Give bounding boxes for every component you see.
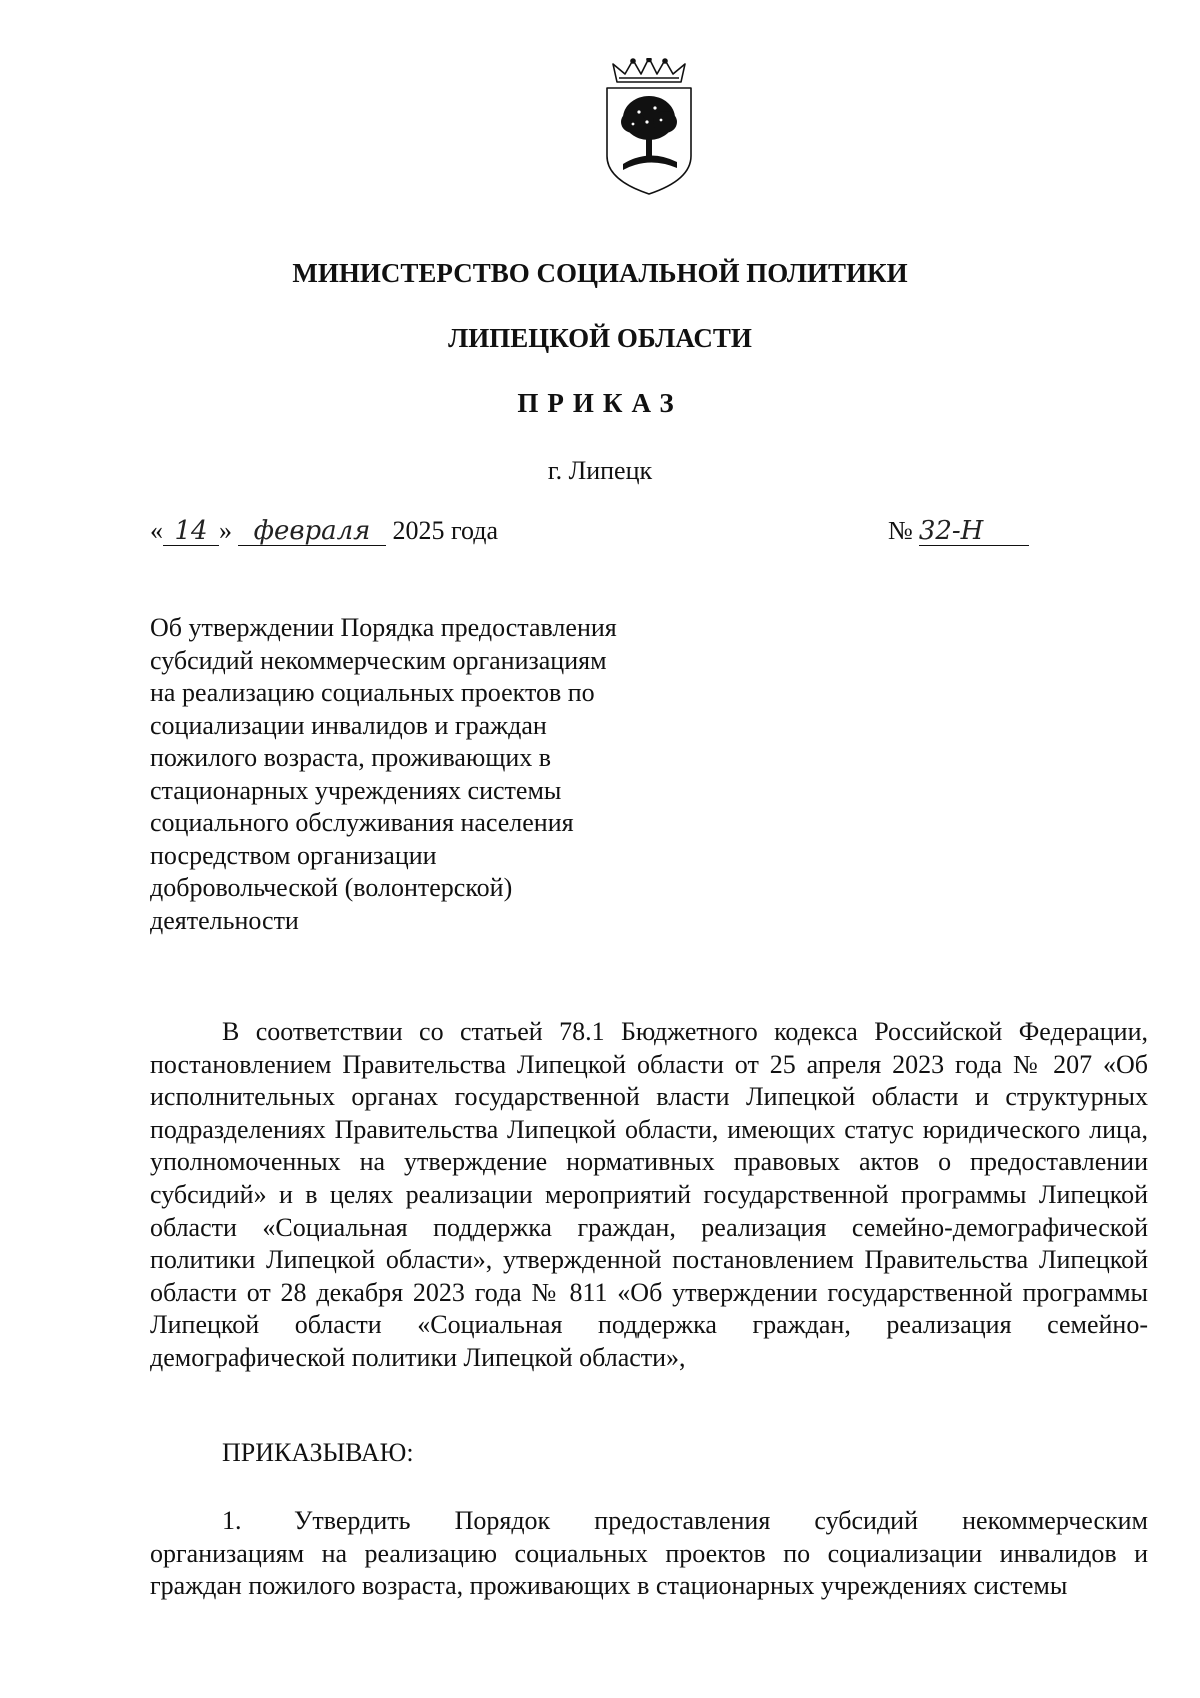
ministry-name-line2: ЛИПЕЦКОЙ ОБЛАСТИ [448, 323, 752, 353]
city: г. Липецк [547, 456, 653, 485]
number-label: № [888, 516, 913, 545]
document-subject: Об утверждении Порядка предоставления субсидий некоммерческим организациям на реализацию социальных проектов по социализации инвалидов и граждан пожилого возраста, проживающих в стационарных учреждениях системы социального обслуживания населения посредством организации добровольческой (волонтерской) деятельности [150, 613, 617, 935]
coat-of-arms-icon [603, 58, 695, 196]
number-value: 32-Н [919, 518, 1029, 546]
document-date [150, 516, 498, 546]
preamble-paragraph: В соответствии со статьей 78.1 Бюджетного кодекса Российской Федерации, постановлением Правительства Липецкой области от 25 апреля 2023 года № 207 «Об исполнительных органах государственной власти Липецкой области и структурных подразделениях Правительства Липецкой области, имеющих статус юридического лица, уполномоченных на утверждение нормативных правовых актов о предоставлении субсидий» и в целях реализации мероприятий государственной программы Липецкой области «Социальная поддержка граждан, реализация семейно-демографической политики Липецкой области», утвержденной постановлением Правительства Липецкой области от 28 декабря 2023 года № 811 «Об утверждении государственной программы Липецкой области «Социальная поддержка граждан, реализация семейно-демографической политики Липецкой области», [150, 1017, 1148, 1372]
document-number [888, 516, 1029, 546]
date-month: февраля [238, 518, 386, 546]
item-text: Утвердить Порядок предоставления субсидий некоммерческим организациям на реализацию социальных проектов по социализации инвалидов и граждан пожилого возраста, проживающих в стационарных учреждениях системы [150, 1506, 1148, 1601]
ministry-name-line1: МИНИСТЕРСТВО СОЦИАЛЬНОЙ ПОЛИТИКИ [292, 258, 908, 288]
date-close-quote: » [219, 516, 232, 545]
date-year: 2025 года [392, 516, 499, 545]
order-word: ПРИКАЗЫВАЮ: [222, 1438, 414, 1467]
document-type-title: ПРИКАЗ [517, 388, 683, 418]
date-open-quote: « [150, 516, 163, 545]
date-day: 14 [163, 518, 219, 546]
item-number: 1. [222, 1506, 242, 1535]
order-item-1 [150, 1505, 1148, 1603]
